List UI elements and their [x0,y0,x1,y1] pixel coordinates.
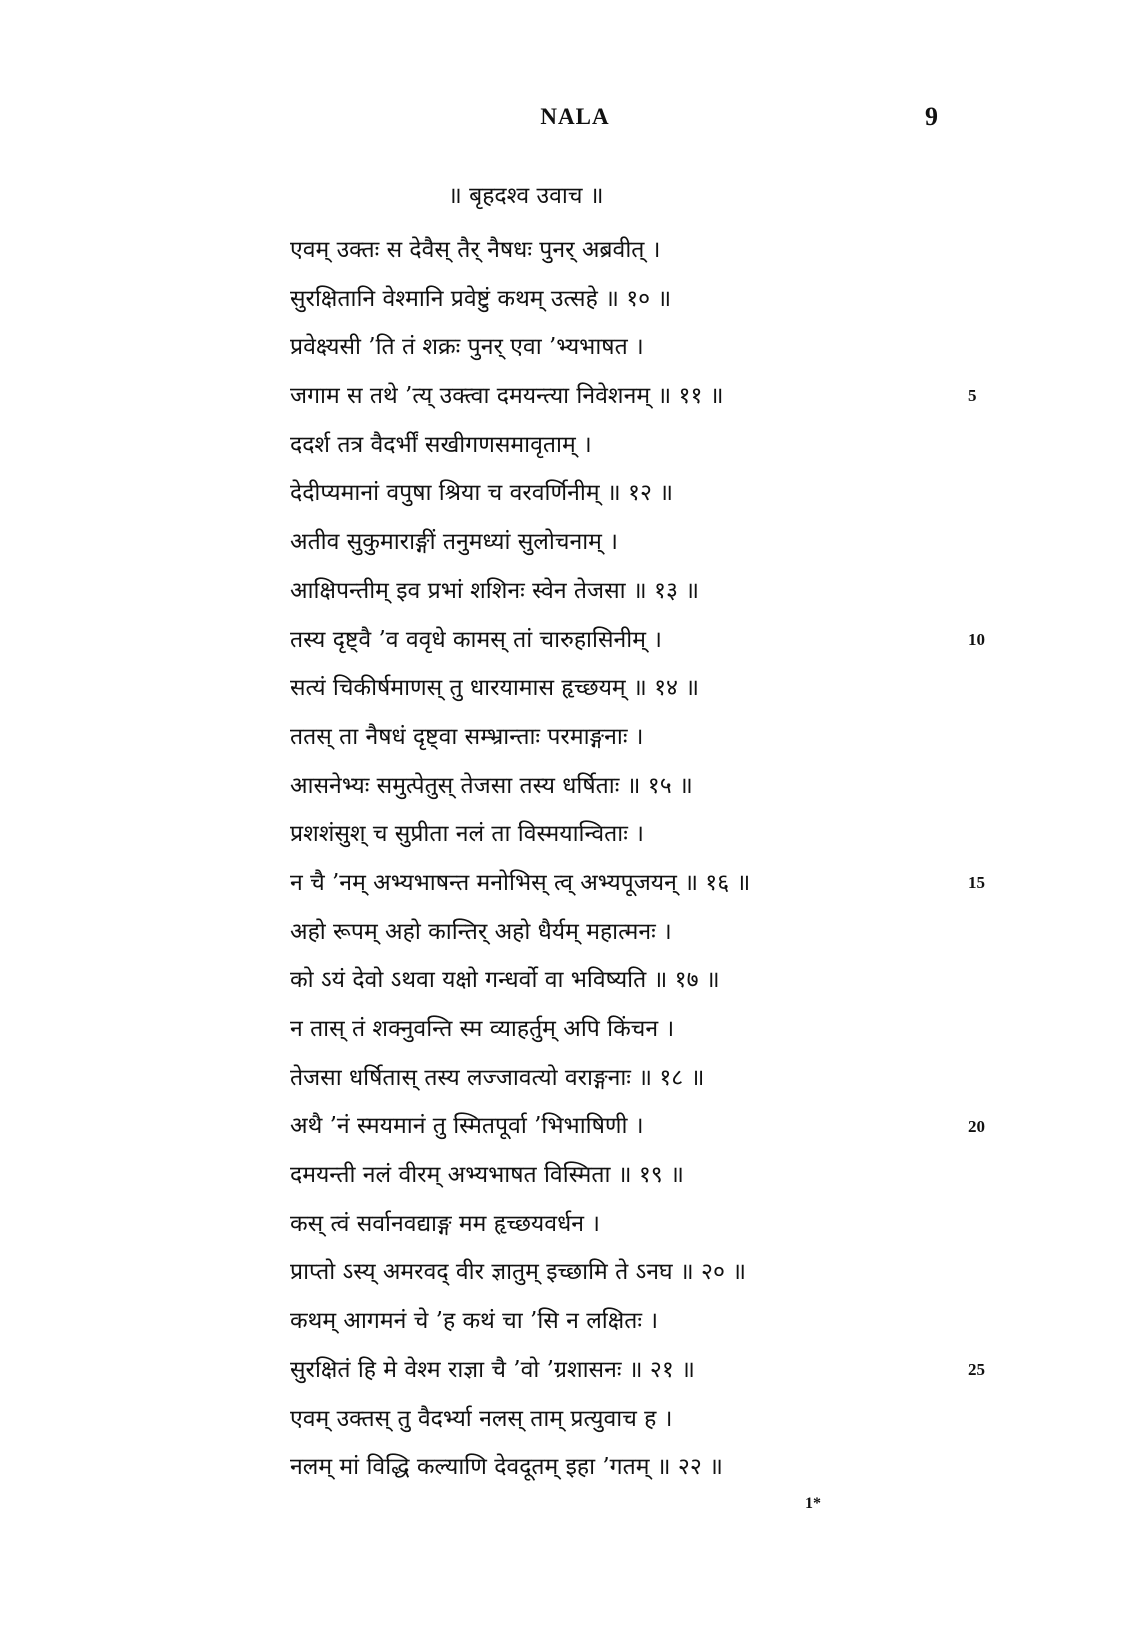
verse-line: अतीव सुकुमाराङ्गीं तनुमध्यां सुलोचनाम् । [290,529,618,556]
verse-line: प्रशशंसुश् च सुप्रीता नलं ता विस्मयान्विताः । [290,821,644,848]
verse-line: कथम् आगमनं चे ’ह कथं चा ’सि न लक्षितः । [290,1308,659,1335]
verse-line: सुरक्षितानि वेश्मानि प्रवेष्टुं कथम् उत्सहे ॥ १० ॥ [290,285,672,312]
line-number: 15 [968,873,985,893]
line-number: 5 [968,386,977,406]
verse-line: न चै ’नम् अभ्यभाषन्त मनोभिस् त्व् अभ्यपूजयन् ॥ १६ ॥ [290,869,751,896]
signature-mark: 1* [805,1495,821,1512]
verse-line: आक्षिपन्तीम् इव प्रभां शशिनः स्वेन तेजसा ॥ १३ ॥ [290,577,700,604]
verse-line: सुरक्षितं हि मे वेश्म राज्ञा चै ’वो ’ग्रशासनः ॥ २१ ॥ [290,1356,695,1383]
verse-line: अहो रूपम् अहो कान्तिर् अहो धैर्यम् महात्मनः । [290,918,672,945]
verse-line: देदीप्यमानां वपुषा श्रिया च वरवर्णिनीम् ॥ १२ ॥ [290,480,674,507]
speaker-heading: ॥ बृहदश्व उवाच ॥ [448,183,604,209]
verse-block [290,226,890,1492]
verse-line: प्राप्तो ऽस्य् अमरवद् वीर ज्ञातुम् इच्छामि ते ऽनघ ॥ २० ॥ [290,1259,747,1286]
running-header-title: NALA [540,104,610,129]
line-number: 10 [968,629,985,649]
verse-line: को ऽयं देवो ऽथवा यक्षो गन्धर्वो वा भविष्यति ॥ १७ ॥ [290,967,720,994]
verse-line: आसनेभ्यः समुत्पेतुस् तेजसा तस्य धर्षिताः ॥ १५ ॥ [290,772,693,799]
verse-line: ददर्श तत्र वैदर्भीं सखीगणसमावृताम् । [290,431,592,458]
verse-line: तेजसा धर्षितास् तस्य लज्जावत्यो वराङ्गनाः ॥ १८ ॥ [290,1064,705,1091]
verse-line: जगाम स तथे ’त्य् उक्त्वा दमयन्त्या निवेशनम् ॥ ११ ॥ [290,383,724,410]
verse-line: कस् त्वं सर्वानवद्याङ्ग मम हृच्छयवर्धन । [290,1210,601,1237]
verse-line: अथै ’नं स्मयमानं तु स्मितपूर्वा ’भिभाषिणी । [290,1113,644,1140]
line-number: 20 [968,1116,985,1136]
verse-line: तस्य दृष्ट्वै ’व ववृधे कामस् तां चारुहासिनीम् । [290,626,663,653]
verse-line: नलम् मां विद्धि कल्याणि देवदूतम् इहा ’गतम् ॥ २२ ॥ [290,1454,723,1481]
verse-line: सत्यं चिकीर्षमाणस् तु धारयामास हृच्छयम् ॥ १४ ॥ [290,675,700,702]
verse-line: ततस् ता नैषधं दृष्ट्वा सम्भ्रान्ताः परमाङ्गनाः । [290,723,644,750]
verse-line: एवम् उक्तः स देवैस् तैर् नैषधः पुनर् अब्रवीत् । [290,237,661,263]
verse-line: दमयन्ती नलं वीरम् अभ्यभाषत विस्मिता ॥ १९ ॥ [290,1162,684,1189]
page-number: 9 [925,102,938,131]
line-number: 25 [968,1360,985,1380]
verse-line: एवम् उक्तस् तु वैदर्भ्या नलस् ताम् प्रत्युवाच ह । [290,1405,673,1432]
verse-line: प्रवेक्ष्यसी ’ति तं शक्रः पुनर् एवा ’भ्यभाषत । [290,334,644,361]
verse-line: न तास् तं शक्नुवन्ति स्म व्याहर्तुम् अपि किंचन । [290,1016,675,1042]
